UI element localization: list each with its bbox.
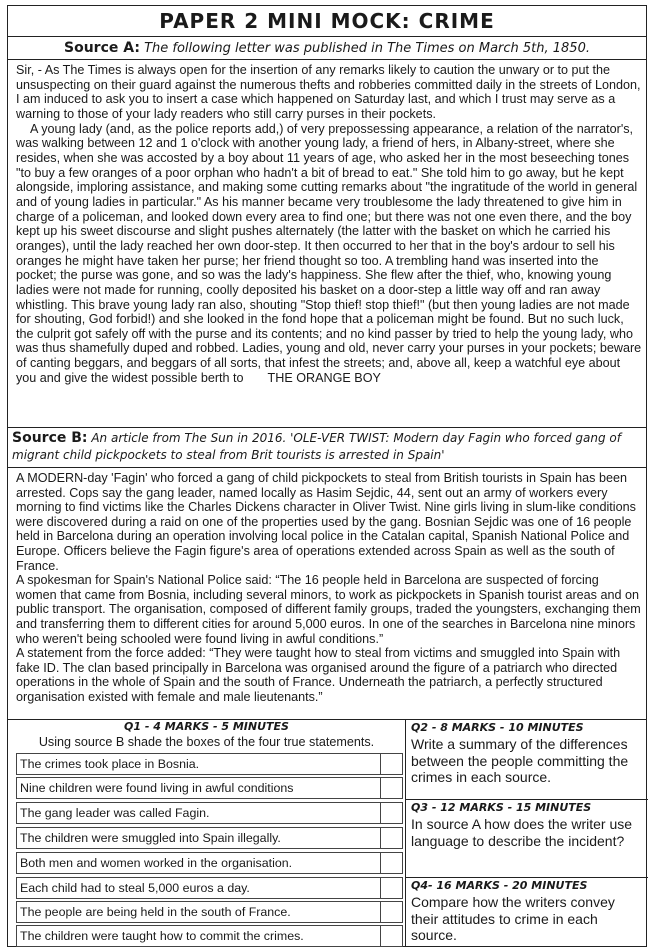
shade-box[interactable] <box>380 901 402 923</box>
source-b-paragraph: A spokesman for Spain's National Police said: “The 16 people held in Barcelona are suspected of forcing women that came from Bosnia, including several minors, to work as pickpockets in Spanish tourist areas and on public transport. The organisation, composed of different family groups, traded the youngsters, exchanging them and transferring them to different cities for around 5,000 euros. In one of the searches in Barcelona nine minors who weren't being schooled were found living in awful conditions.” <box>16 573 641 646</box>
shade-box[interactable] <box>380 877 402 899</box>
q1-instruction: Using source B shade the boxes of the four true statements. <box>38 735 375 749</box>
shade-box[interactable] <box>380 827 402 849</box>
shade-box[interactable] <box>380 802 402 824</box>
source-b-header <box>8 428 646 468</box>
source-b-label: Source B: <box>12 430 88 446</box>
source-a-label: Source A: <box>64 40 140 56</box>
shade-box[interactable] <box>380 777 402 799</box>
statement-text: The people are being held in the south of France. <box>20 905 291 919</box>
shade-box[interactable] <box>380 852 402 874</box>
statement-text: The crimes took place in Bosnia. <box>20 757 200 771</box>
statement-row <box>16 802 403 824</box>
q3-text: In source A how does the writer use language to describe the incident? <box>411 816 633 849</box>
source-a-caption: The following letter was published in The Times on March 5th, 1850. <box>144 41 590 56</box>
source-a-header <box>8 36 646 60</box>
statement-text: Nine children were found living in awful conditions <box>20 781 294 795</box>
source-b-text <box>8 468 646 720</box>
question-4 <box>406 878 648 946</box>
statement-text: The gang leader was called Fagin. <box>20 806 210 820</box>
statement-row <box>16 777 403 799</box>
question-2 <box>406 720 648 800</box>
q4-text: Compare how the writers convey their attitudes to crime in each source. <box>411 894 615 944</box>
shade-box[interactable] <box>380 925 402 947</box>
source-a-paragraph: Sir, - As The Times is always open for the insertion of any remarks likely to caution the unwary or to put the unsuspecting on their guard against the numerous thefts and robberies committed daily in the streets of London, I am induced to ask you to insert a case which happened on Saturday last, and which I trust may serve as a warning to those of your lady readers who still carry purses in their pockets. <box>16 63 641 121</box>
source-b-paragraph: A MODERN-day 'Fagin' who forced a gang of child pickpockets to steal from British tourists in Spain has been arrested. Cops say the gang leader, named locally as Hasim Sejdic, 44, sent out an army of workers every morning to find victims like the Charles Dickens character in Oliver Twist. Nine girls living in slum-like conditions were discovered during a raid on one of the properties used by the gang. Bosnian Sejdic was one of 16 people held in Barcelona during an operation involving local police in the Catalan capital, Spanish National Police and Europe. Officers believe the Fagin figure's area of operations extended across Spain as well as the south of France. <box>16 471 636 573</box>
q3-heading: Q3 - 12 MARKS - 15 MINUTES <box>411 801 592 814</box>
statement-row <box>16 827 403 849</box>
question-1 <box>8 720 406 946</box>
q2-heading: Q2 - 8 MARKS - 10 MINUTES <box>411 721 584 734</box>
statement-row <box>16 901 403 923</box>
q2-text: Write a summary of the differences between the people committing the crimes in each source. <box>411 736 629 786</box>
worksheet-page <box>7 5 647 947</box>
source-b-caption: An article from The Sun in 2016. 'OLE-VER TWIST: Modern day Fagin who forced gang of migrant child pickpockets to steal from Brit tourists is arrested in Spain' <box>12 431 621 462</box>
source-b-paragraph: A statement from the force added: “They were taught how to steal from victims and smuggled into Spain with fake ID. The clan based principally in Barcelona was organised around the figure of a patriarch who directed operations in the whole of Spain and the south of France. Underneath the patriarch, a perfectly structured organisation existed with female and male lieutenants.” <box>16 646 621 704</box>
shade-box[interactable] <box>380 753 402 775</box>
statement-row <box>16 925 403 947</box>
statement-text: The children were taught how to commit the crimes. <box>20 929 304 943</box>
statement-text: Both men and women worked in the organisation. <box>20 856 293 870</box>
question-3 <box>406 800 648 878</box>
source-a-paragraph: A young lady (and, as the police reports add,) of very prepossessing appearance, a relation of the narrator's, was walking between 12 and 1 o'clock with another young lady, a friend of hers, in Albany-street, where she resides, when she was accosted by a boy about 11 years of age, who asked her in the most beseeching tones "to buy a few oranges of a poor orphan who hadn't a bit of bread to eat." She told him to go away, but he kept alongside, imploring assistance, and making some cutting remarks about "the ingratitude of the world in general and of young ladies in particular." As his manner became very troublesome the lady threatened to give him in charge of a policeman, and looked down every area to find one; but there was not one even there, and the boy kept up his sweet discourse and slight pushes alternately (the latter with the basket on which he carried his oranges), until the lady reached her own door-step. It then occurred to her that in the boy's ardour to sell his oranges he might have taken her purse; her friend thought so too. A trembling hand was inserted into the pocket; the purse was gone, and so was the lady's happiness. She flew after the thief, who, knowing young ladies were not made for running, coolly deposited his basket on a door-step a little way off and ran away whistling. This brave young lady ran also, shouting "Stop thief! stop thief!" (but then young ladies are not made for shouting, God forbid!) and she looked in the fond hope that a policeman might be found. But no such luck, the culprit got safely off with the purse and its contents; and no kind passer by tried to help the young lady, who was thus shamefully duped and robbed. Ladies, young and old, never carry your purses in your pockets; beware of canting beggars, and beggars of all sorts, that infest the streets; and, above all, keep a watchful eye about you and give the widest possible berth to THE ORANGE BOY <box>16 121 642 385</box>
q4-heading: Q4- 16 MARKS - 20 MINUTES <box>411 879 588 892</box>
q1-heading: Q1 - 4 MARKS - 5 MINUTES <box>124 720 289 733</box>
statement-text: The children were smuggled into Spain illegally. <box>20 831 281 845</box>
statement-row <box>16 877 403 899</box>
statement-row <box>16 852 403 874</box>
page-title: PAPER 2 MINI MOCK: CRIME <box>8 6 646 37</box>
source-a-text <box>8 60 646 428</box>
source-a-signature: THE ORANGE BOY <box>267 370 381 385</box>
statement-row <box>16 753 403 775</box>
statement-text: Each child had to steal 5,000 euros a day. <box>20 881 250 895</box>
